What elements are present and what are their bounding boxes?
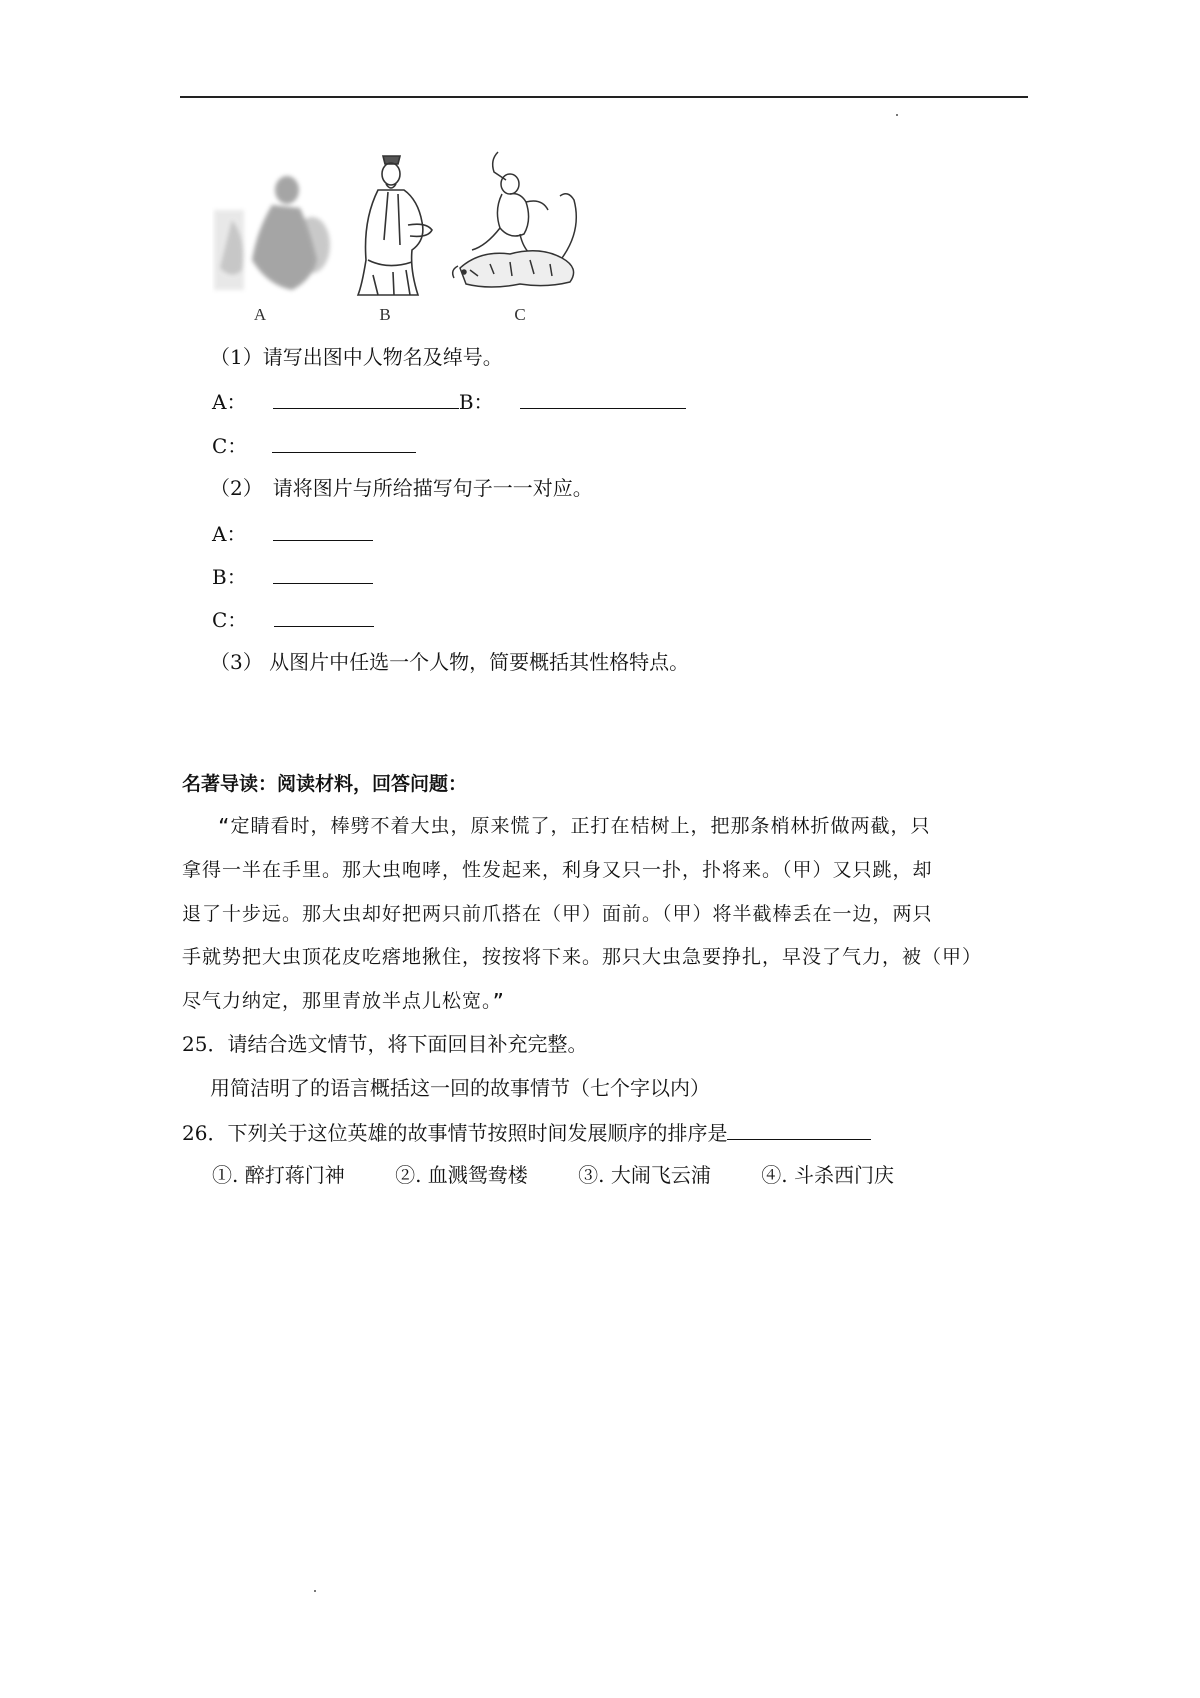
q26-row [182, 1117, 871, 1147]
figure-a-label: A [253, 305, 267, 324]
illustration-strip [200, 150, 660, 330]
passage-line-4: 手就势把大虫顶花皮吃瘩地揪住，按按将下来。那只大虫急要挣扎，早没了气力，被（甲） [182, 946, 983, 968]
header-rule [180, 96, 1028, 98]
q1-b-blank[interactable] [520, 386, 686, 409]
q26-options [212, 1161, 938, 1189]
q1-c-blank[interactable] [272, 430, 416, 453]
q2-b-label: B： [212, 565, 247, 589]
section-heading: 名著导读：阅读材料，回答问题： [182, 773, 468, 795]
passage-line-1: “定睛看时，棒劈不着大虫，原来慌了，正打在桔树上，把那条梢林折做两截，只 [218, 815, 931, 837]
q1-row-ab [212, 386, 686, 416]
q2-a-label: A： [212, 522, 247, 546]
figure-c-label: C [514, 305, 526, 324]
q1-c-label: C： [212, 434, 248, 458]
q2-c-label: C： [212, 608, 248, 632]
passage-line-3: 退了十步远。那大虫却好把两只前爪搭在（甲）面前。（甲）将半截棒丢在一边，两只 [182, 903, 933, 925]
q1-b-label: B： [458, 390, 494, 414]
q2-row-c [212, 604, 374, 634]
q26-option-3: ③. 大闹飞云浦 [578, 1163, 711, 1187]
q25-sub: 用简洁明了的语言概括这一回的故事情节（七个字以内） [210, 1076, 710, 1100]
q26-blank[interactable] [727, 1117, 871, 1140]
q3-prompt: （3） 从图片中任选一个人物，简要概括其性格特点。 [210, 650, 690, 674]
figure-b-label: B [379, 305, 391, 324]
passage-line-5: 尽气力纳定，那里青放半点儿松宽。” [182, 990, 505, 1012]
scan-speck [896, 114, 898, 116]
q25-text: 25．请结合选文情节，将下面回目补充完整。 [182, 1032, 588, 1056]
q1-prompt: （1）请写出图中人物名及绰号。 [210, 345, 503, 369]
figure-c-image [450, 150, 600, 300]
figure-a-image [212, 150, 342, 300]
q2-row-b [212, 561, 373, 591]
q26-option-1: ①. 醉打蒋门神 [212, 1163, 345, 1187]
q26-option-4: ④. 斗杀西门庆 [761, 1163, 894, 1187]
q26-option-2: ②. 血溅鸳鸯楼 [395, 1163, 528, 1187]
q2-c-blank[interactable] [274, 604, 374, 627]
passage-line-2: 拿得一半在手里。那大虫咆哮，性发起来，利身又只一扑，扑将来。（甲）又只跳，却 [182, 859, 933, 881]
q1-a-label: A： [212, 390, 247, 414]
q26-text: 26．下列关于这位英雄的故事情节按照时间发展顺序的排序是 [182, 1121, 728, 1145]
q2-row-a [212, 518, 373, 548]
q2-b-blank[interactable] [273, 561, 373, 584]
q2-a-blank[interactable] [273, 518, 373, 541]
q2-prompt: （2） 请将图片与所给描写句子一一对应。 [210, 476, 593, 500]
q1-a-blank[interactable] [273, 386, 459, 409]
figure-b-image [348, 150, 438, 300]
scan-speck [314, 1590, 316, 1592]
q1-row-c [212, 430, 416, 460]
